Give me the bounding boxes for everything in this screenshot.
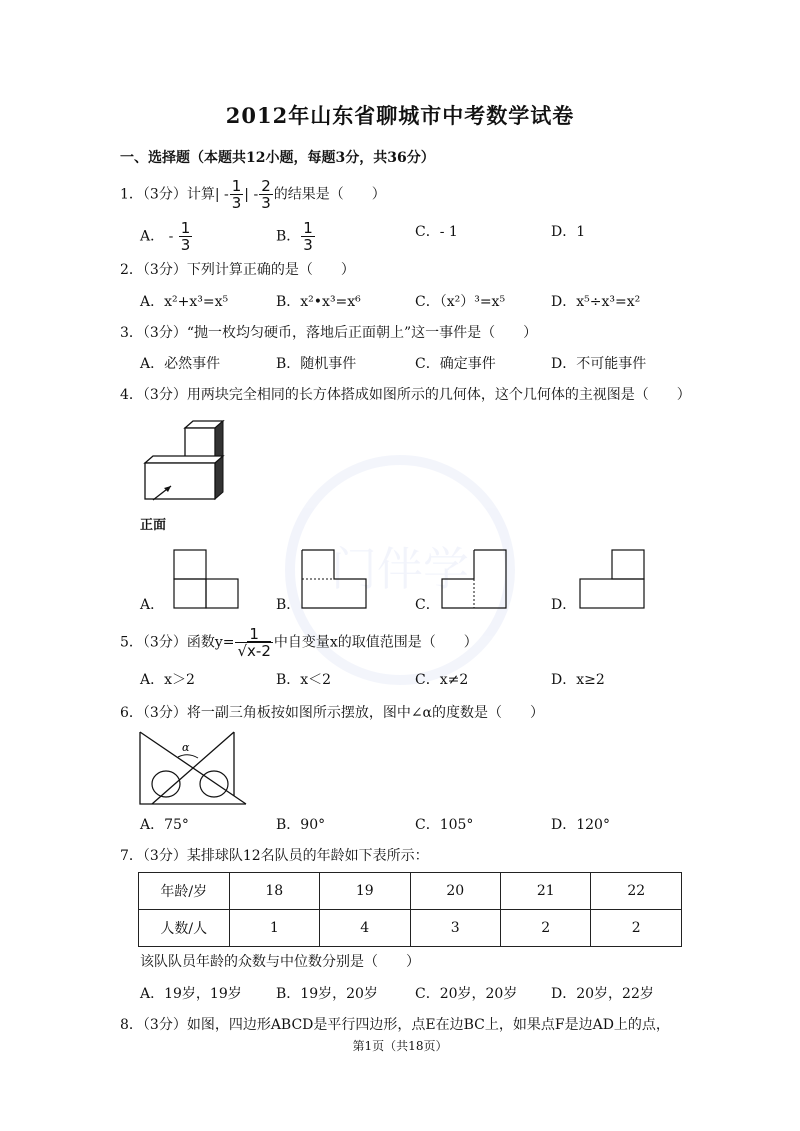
table-cell: 22 bbox=[591, 873, 682, 910]
q3-option-d: D．不可能事件 bbox=[551, 356, 647, 372]
q5-option-a: A．x＞2 bbox=[140, 672, 195, 688]
q6-option-c: C．105° bbox=[415, 817, 474, 833]
q6-option-b: B．90° bbox=[276, 817, 326, 833]
question-8: 8．（3分）如图，四边形ABCD是平行四边形，点E在边BC上，如果点F是边AD上的点， bbox=[120, 1017, 670, 1033]
q1-option-b: B． $\frac{1}{3}$ bbox=[276, 219, 313, 254]
q5-option-d: D．x≥2 bbox=[551, 672, 605, 688]
question-5: 5．（3分）函数y= $\frac{1}{√x-2}$ 中自变量x的取值范围是（ ） bbox=[120, 625, 478, 660]
question-1: 1．（3分）计算| - $\frac{1}{3}$ | - $\frac{2}{3}$ 的结果是（ ） bbox=[120, 177, 386, 212]
question-7-followup: 该队队员年龄的众数与中位数分别是（ ） bbox=[140, 954, 420, 970]
table-cell: 18 bbox=[229, 873, 319, 910]
table-row bbox=[139, 873, 682, 910]
q5-option-b: B．x＜2 bbox=[276, 672, 332, 688]
q2-option-d: D．x⁵÷x³=x² bbox=[551, 294, 641, 310]
table-cell: 19 bbox=[320, 873, 410, 910]
page-footer: 第1页（共18页） bbox=[352, 1039, 448, 1053]
q2-option-a: A．x²+x³=x⁵ bbox=[140, 294, 229, 310]
table-cell: 人数/人 bbox=[139, 910, 230, 947]
q5-option-c: C．x≠2 bbox=[415, 672, 469, 688]
exam-title: 2012年山东省聊城市中考数学试卷 bbox=[225, 103, 575, 128]
q4-view-d bbox=[578, 548, 646, 610]
q4-view-b bbox=[300, 548, 368, 610]
table-cell: 1 bbox=[229, 910, 319, 947]
q3-option-c: C．确定事件 bbox=[415, 356, 496, 372]
q7-option-c: C．20岁，20岁 bbox=[415, 986, 518, 1002]
q4-option-d: D． bbox=[551, 597, 577, 613]
q2-option-b: B．x²•x³=x⁶ bbox=[276, 294, 361, 310]
table-cell: 年龄/岁 bbox=[139, 873, 230, 910]
question-7: 7．（3分）某排球队12名队员的年龄如下表所示： bbox=[120, 848, 429, 864]
q6-option-a: A．75° bbox=[140, 817, 189, 833]
q1-option-a: A． - $\frac{1}{3}$ bbox=[140, 219, 191, 254]
q6-option-d: D．120° bbox=[551, 817, 610, 833]
q6-alpha-label: α bbox=[182, 741, 190, 754]
q1-option-c: C．- 1 bbox=[415, 224, 458, 240]
question-3: 3．（3分）“抛一枚均匀硬币，落地后正面朝上”这一事件是（ ） bbox=[120, 325, 538, 341]
question-4: 4．（3分）用两块完全相同的长方体搭成如图所示的几何体，这个几何体的主视图是（ ） bbox=[120, 387, 691, 403]
q7-option-a: A．19岁，19岁 bbox=[140, 986, 242, 1002]
section-heading: 一、选择题（本题共12小题，每题3分，共36分） bbox=[120, 150, 435, 166]
q3-option-a: A．必然事件 bbox=[140, 356, 221, 372]
q4-view-c bbox=[440, 548, 508, 610]
table-cell: 20 bbox=[410, 873, 500, 910]
table-cell: 3 bbox=[410, 910, 500, 947]
table-cell: 2 bbox=[500, 910, 590, 947]
q6-triangles-figure bbox=[138, 730, 250, 806]
q3-option-b: B．随机事件 bbox=[276, 356, 357, 372]
question-6: 6．（3分）将一副三角板按如图所示摆放，图中∠α的度数是（ ） bbox=[120, 705, 544, 721]
q4-option-b: B． bbox=[276, 597, 301, 613]
q4-view-a bbox=[172, 548, 240, 610]
table-cell: 2 bbox=[591, 910, 682, 947]
q4-option-c: C． bbox=[415, 597, 440, 613]
q4-front-label: 正面 bbox=[140, 518, 167, 533]
watermark-text: 门伴学 bbox=[331, 542, 469, 596]
table-row bbox=[139, 910, 682, 947]
q1-option-d: D．1 bbox=[551, 224, 586, 240]
q4-solid-figure bbox=[135, 418, 235, 508]
age-table bbox=[138, 872, 682, 947]
table-cell: 4 bbox=[320, 910, 410, 947]
table-cell: 21 bbox=[500, 873, 590, 910]
q7-option-d: D．20岁，22岁 bbox=[551, 986, 654, 1002]
question-2: 2．（3分）下列计算正确的是（ ） bbox=[120, 262, 355, 278]
q7-option-b: B．19岁，20岁 bbox=[276, 986, 378, 1002]
q2-option-c: C．（x²）³=x⁵ bbox=[415, 294, 506, 310]
q4-option-a: A． bbox=[140, 597, 165, 613]
